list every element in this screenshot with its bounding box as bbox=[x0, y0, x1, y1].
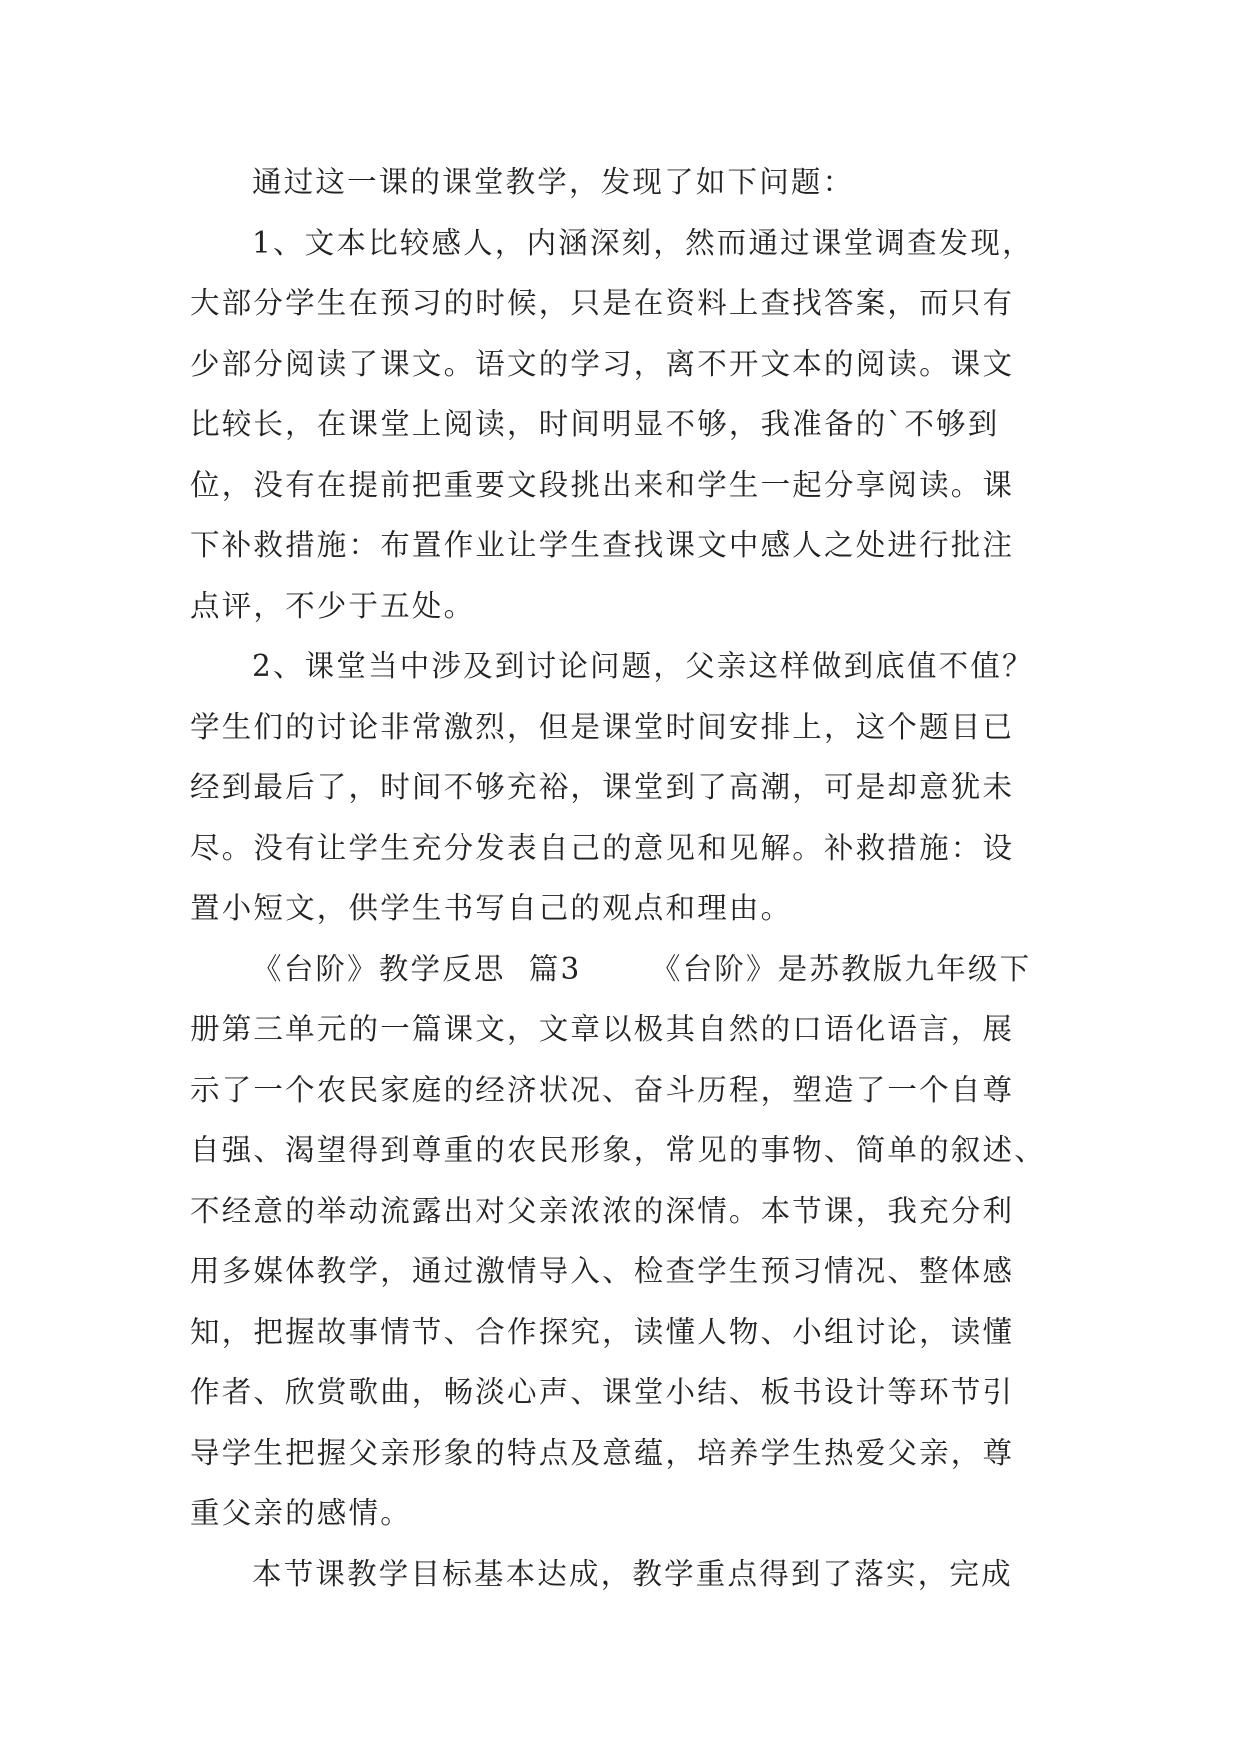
paragraph-1-line: 比较长，在课堂上阅读，时间明显不够，我准备的`不够到 bbox=[190, 407, 1000, 441]
paragraph-3-line: 自强、渴望得到尊重的农民形象，常见的事物、简单的叙述、 bbox=[190, 1133, 1046, 1167]
paragraph-1-line: 大部分学生在预习的时候，只是在资料上查找答案，而只有 bbox=[190, 286, 1015, 320]
paragraph-2-line: 置小短文，供学生书写自己的观点和理由。 bbox=[190, 891, 793, 925]
paragraph-3-line: 作者、欣赏歌曲，畅淡心声、课堂小结、板书设计等环节引 bbox=[190, 1375, 1015, 1409]
paragraph-3-line: 《台阶》教学反思 篇3 《台阶》是苏教版九年级下 bbox=[252, 951, 1032, 986]
paragraph-1-line: 少部分阅读了课文。语文的学习，离不开文本的阅读。课文 bbox=[190, 346, 1015, 381]
paragraph-2-line: 学生们的讨论非常激烈，但是课堂时间安排上，这个题目已 bbox=[190, 709, 1015, 744]
paragraph-2-line: 经到最后了，时间不够充裕，课堂到了高潮，可是却意犹未 bbox=[190, 770, 1015, 804]
paragraph-3-line: 导学生把握父亲形象的特点及意蕴，培养学生热爱父亲，尊 bbox=[190, 1435, 1015, 1470]
paragraph-4-line: 本节课教学目标基本达成，教学重点得到了落实，完成 bbox=[252, 1556, 1013, 1591]
paragraph-3-line: 知，把握故事情节、合作探究，读懂人物、小组讨论，读懂 bbox=[190, 1314, 1015, 1349]
paragraph-intro-line: 通过这一课的课堂教学，发现了如下问题： bbox=[252, 165, 855, 199]
paragraph-1-line: 1、文本比较感人，内涵深刻，然而通过课堂调查发现， bbox=[252, 225, 1034, 260]
paragraph-3-line: 不经意的举动流露出对父亲浓浓的深情。本节课，我充分利 bbox=[190, 1193, 1015, 1228]
paragraph-3-line: 重父亲的感情。 bbox=[190, 1496, 412, 1530]
document-page bbox=[190, 152, 1052, 1604]
paragraph-2-line: 尽。没有让学生充分发表自己的意见和见解。补救措施：设 bbox=[190, 830, 1015, 865]
paragraph-1-line: 点评，不少于五处。 bbox=[190, 588, 476, 623]
paragraph-1-line: 下补救措施：布置作业让学生查找课文中感人之处进行批注 bbox=[190, 528, 1015, 562]
paragraph-3-line: 用多媒体教学，通过激情导入、检查学生预习情况、整体感 bbox=[190, 1254, 1015, 1288]
paragraph-2-line: 2、课堂当中涉及到讨论问题，父亲这样做到底值不值？ bbox=[252, 649, 1034, 683]
paragraph-3-line: 册第三单元的一篇课文，文章以极其自然的口语化语言，展 bbox=[190, 1012, 1015, 1046]
paragraph-1-line: 位，没有在提前把重要文段挑出来和学生一起分享阅读。课 bbox=[190, 467, 1015, 502]
paragraph-3-line: 示了一个农民家庭的经济状况、奋斗历程，塑造了一个自尊 bbox=[190, 1072, 1015, 1107]
